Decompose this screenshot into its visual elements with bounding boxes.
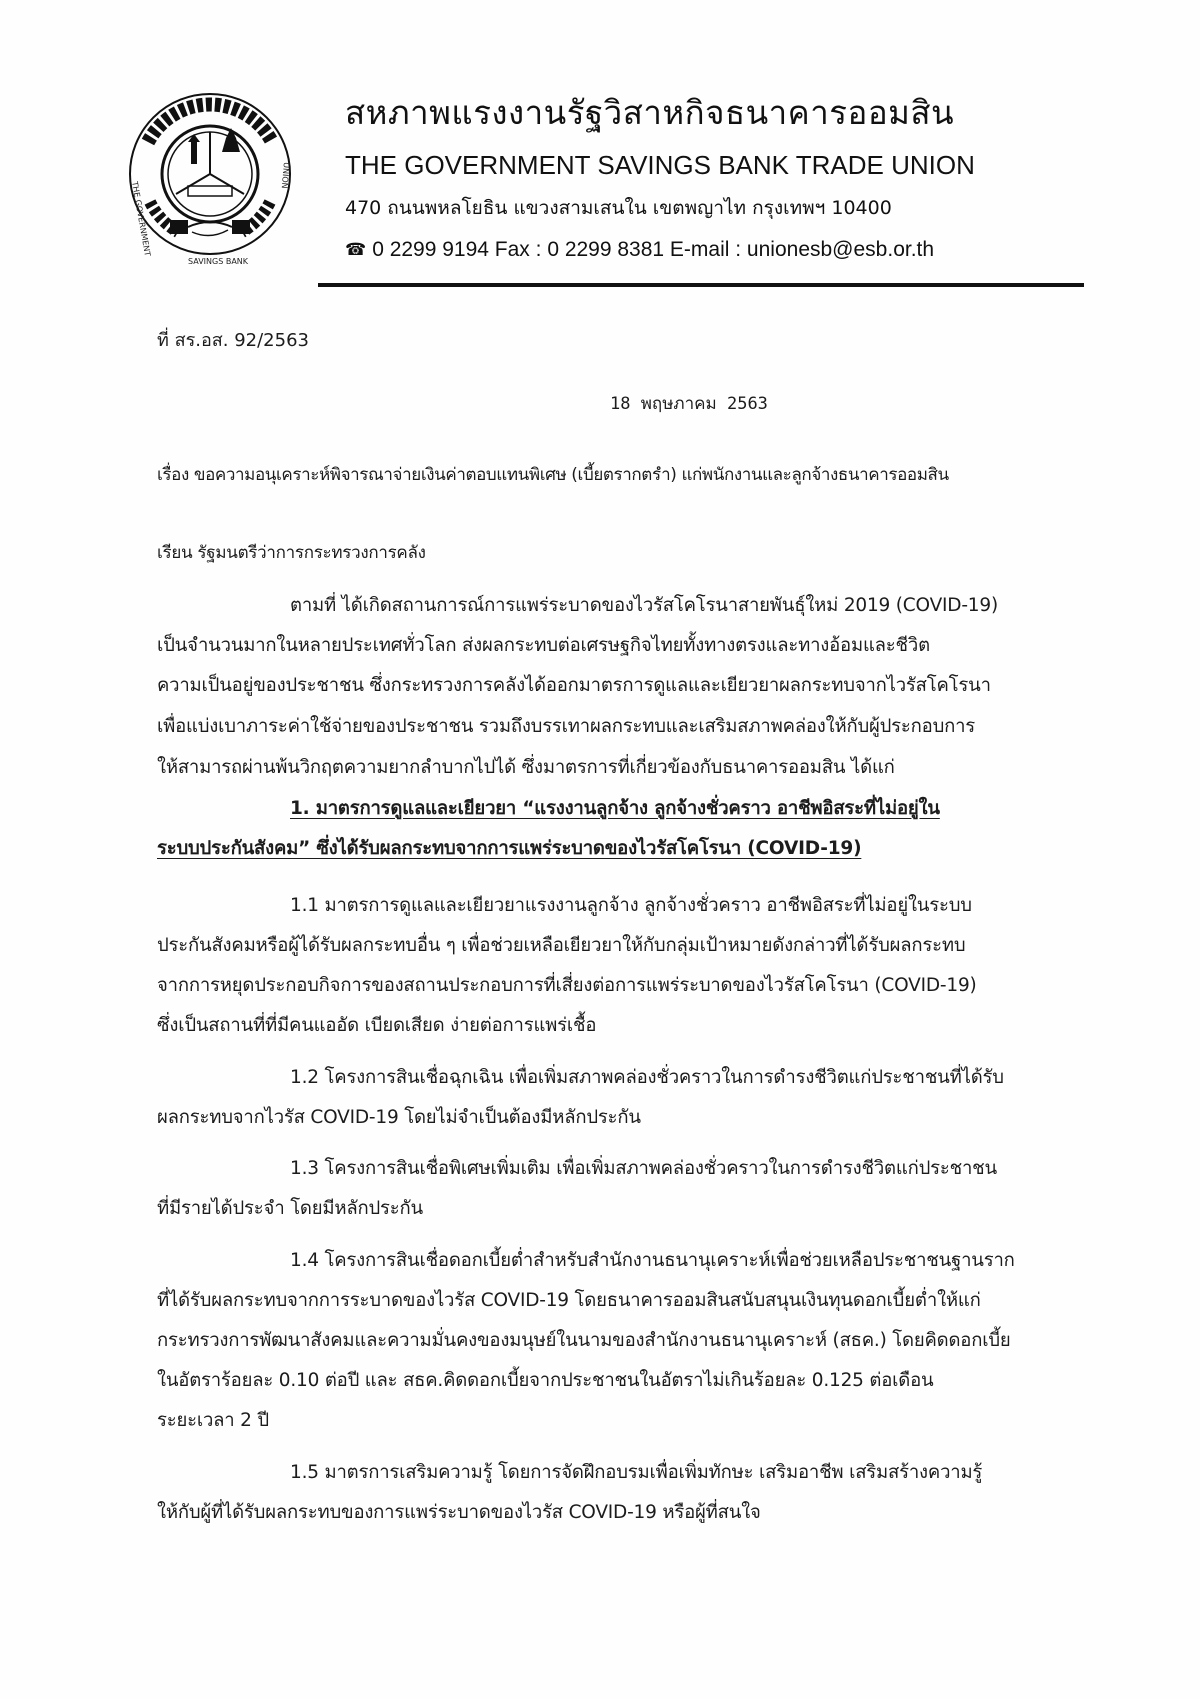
letterhead-divider xyxy=(318,283,1084,287)
item-1-5-line: 1.5 มาตรการเสริมความรู้ โดยการจัดฝึกอบรมเพื่อเพิ่มทักษะ เสริมอาชีพ เสริมสร้างความรู้ xyxy=(290,1462,983,1483)
document-subject: เรื่อง ขอความอนุเคราะห์พิจารณาจ่ายเงินค่าตอบแทนพิเศษ (เบี้ยตรากตรำ) แก่พนักงานและลูกจ้างธนาคารออมสิน xyxy=(157,465,949,485)
union-emblem-icon xyxy=(108,82,312,272)
org-name-english: THE GOVERNMENT SAVINGS BANK TRADE UNION xyxy=(345,150,975,180)
item-1-1-line: 1.1 มาตรการดูแลและเยียวยาแรงงานลูกจ้าง ลูกจ้างชั่วคราว อาชีพอิสระที่ไม่อยู่ในระบบ xyxy=(290,895,972,916)
intro-line: ความเป็นอยู่ของประชาชน ซึ่งกระทรวงการคลังได้ออกมาตรการดูแลและเยียวยาผลกระทบจากไวรัสโคโรนา xyxy=(157,675,991,696)
section-heading: 1. มาตรการดูแลและเยียวยา “แรงงานลูกจ้าง ลูกจ้างชั่วคราว อาชีพอิสระที่ไม่อยู่ใน xyxy=(290,798,940,819)
section-heading: ระบบประกันสังคม” ซึ่งได้รับผลกระทบจากการแพร่ระบาดของไวรัสโคโรนา (COVID-19) xyxy=(157,838,862,859)
item-1-2-line: 1.2 โครงการสินเชื่อฉุกเฉิน เพื่อเพิ่มสภาพคล่องชั่วคราวในการดำรงชีวิตแก่ประชาชนที่ได้รับ xyxy=(290,1067,1004,1088)
svg-text:THE GOVERNMENT: THE GOVERNMENT xyxy=(130,180,153,257)
item-1-1-line: ซึ่งเป็นสถานที่ที่มีคนแออัด เบียดเสียด ง่ายต่อการแพร่เชื้อ xyxy=(157,1015,597,1036)
item-1-5-line: ให้กับผู้ที่ได้รับผลกระทบของการแพร่ระบาดของไวรัส COVID-19 หรือผู้ที่สนใจ xyxy=(157,1502,761,1523)
union-logo xyxy=(108,82,312,272)
item-1-4-line: ในอัตราร้อยละ 0.10 ต่อปี และ สธค.คิดดอกเบี้ยจากประชาชนในอัตราไม่เกินร้อยละ 0.125 ต่อเดือน xyxy=(157,1370,934,1391)
intro-line: ให้สามารถผ่านพ้นวิกฤตความยากลำบากไปได้ ซึ่งมาตรการที่เกี่ยวข้องกับธนาคารออมสิน ได้แก่ xyxy=(157,757,895,778)
document-salutation: เรียน รัฐมนตรีว่าการกระทรวงการคลัง xyxy=(157,543,426,563)
org-contact xyxy=(345,238,934,262)
svg-text:SAVINGS BANK: SAVINGS BANK xyxy=(188,257,249,266)
org-name-thai: สหภาพแรงงานรัฐวิสาหกิจธนาคารออมสิน xyxy=(345,93,955,132)
item-1-3-line: ที่มีรายได้ประจำ โดยมีหลักประกัน xyxy=(157,1198,423,1219)
item-1-4-line: ที่ได้รับผลกระทบจากการระบาดของไวรัส COVID-19 โดยธนาคารออมสินสนับสนุนเงินทุนดอกเบี้ยต่ำให้แก่ xyxy=(157,1290,981,1311)
item-1-3-line: 1.3 โครงการสินเชื่อพิเศษเพิ่มเติม เพื่อเพิ่มสภาพคล่องชั่วคราวในการดำรงชีวิตแก่ประชาชน xyxy=(290,1158,997,1179)
intro-line: ตามที่ ได้เกิดสถานการณ์การแพร่ระบาดของไวรัสโคโรนาสายพันธุ์ใหม่ 2019 (COVID-19) xyxy=(290,595,998,616)
item-1-1-line: ประกันสังคมหรือผู้ได้รับผลกระทบอื่น ๆ เพื่อช่วยเหลือเยียวยาให้กับกลุ่มเป้าหมายดังกล่าวที่ได้รับผลกระทบ xyxy=(157,935,966,956)
org-address: 470 ถนนพหลโยธิน แขวงสามเสนใน เขตพญาไท กรุงเทพฯ 10400 xyxy=(345,197,892,219)
item-1-2-line: ผลกระทบจากไวรัส COVID-19 โดยไม่จำเป็นต้องมีหลักประกัน xyxy=(157,1107,641,1128)
item-1-4-line: กระทรวงการพัฒนาสังคมและความมั่นคงของมนุษย์ในนามของสำนักงานธนานุเคราะห์ (สธค.) โดยคิดดอกเบี้ย xyxy=(157,1330,1011,1351)
intro-line: เป็นจำนวนมากในหลายประเทศทั่วโลก ส่งผลกระทบต่อเศรษฐกิจไทยทั้งทางตรงและทางอ้อมและชีวิต xyxy=(157,635,930,656)
svg-text:UNION: UNION xyxy=(279,161,291,189)
item-1-1-line: จากการหยุดประกอบกิจการของสถานประกอบการที่เสี่ยงต่อการแพร่ระบาดของไวรัสโคโรนา (COVID-19) xyxy=(157,975,977,996)
phone-icon: ☎ xyxy=(345,240,367,259)
item-1-4-line: 1.4 โครงการสินเชื่อดอกเบี้ยต่ำสำหรับสำนักงานธนานุเคราะห์เพื่อช่วยเหลือประชาชนฐานราก xyxy=(290,1250,1015,1271)
item-1-4-line: ระยะเวลา 2 ปี xyxy=(157,1410,269,1431)
document-date: 18 พฤษภาคม 2563 xyxy=(610,394,768,414)
intro-line: เพื่อแบ่งเบาภาระค่าใช้จ่ายของประชาชน รวมถึงบรรเทาผลกระทบและเสริมสภาพคล่องให้กับผู้ประกอบการ xyxy=(157,716,976,737)
document-number: ที่ สร.อส. 92/2563 xyxy=(157,330,309,351)
contact-details: 0 2299 9194 Fax : 0 2299 8381 E-mail : unionesb@esb.or.th xyxy=(372,238,935,261)
